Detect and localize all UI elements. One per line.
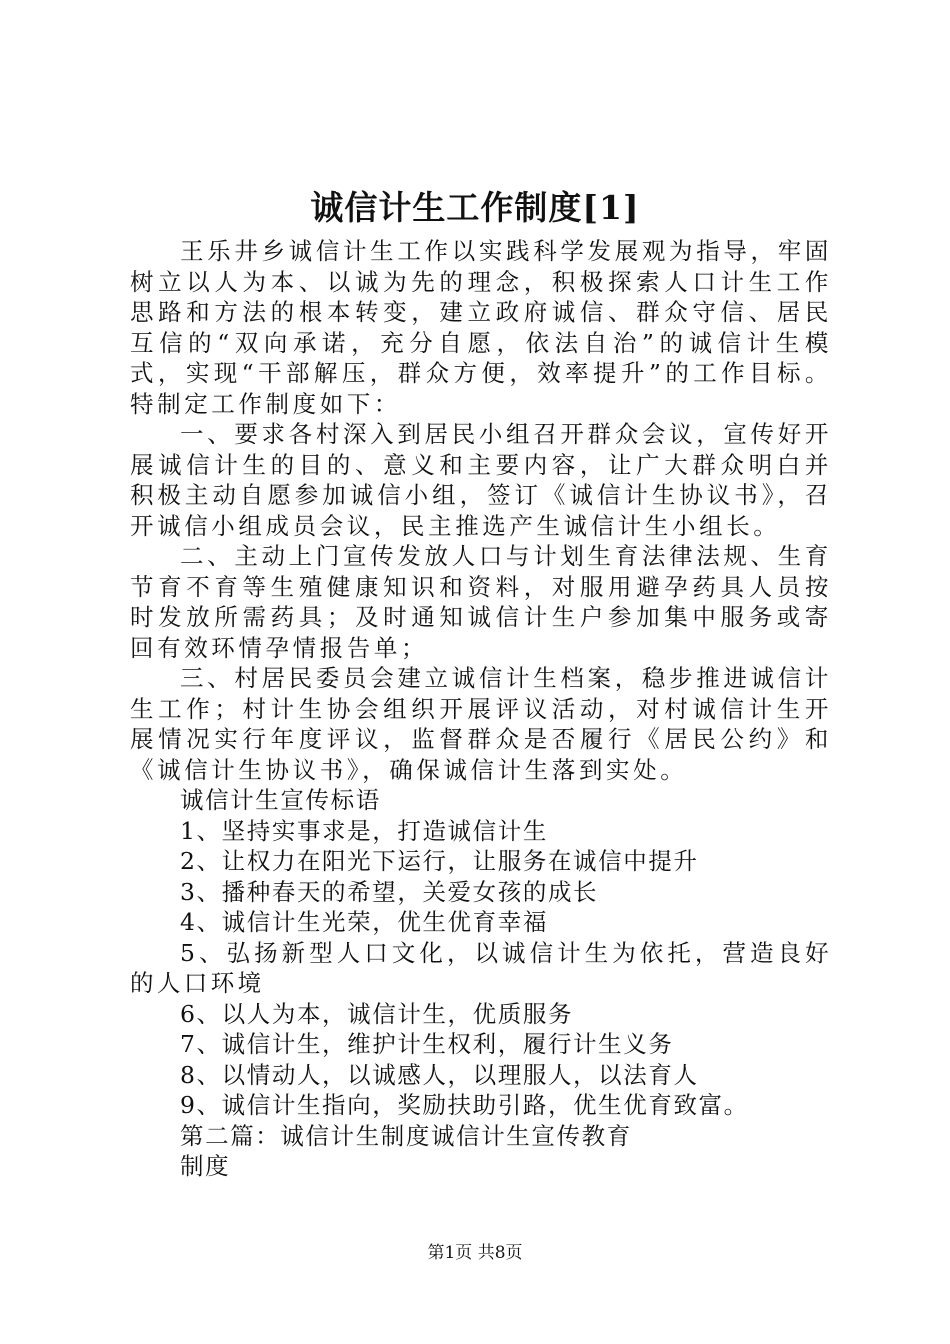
intro-paragraph: 王乐井乡诚信计生工作以实践科学发展观为指导，牢固树立以人为本、以诚为先的理念，积极探索人口计生工作思路和方法的根本转变，建立政府诚信、群众守信、居民互信的“双向承诺，充分自愿，依法自治”的诚信计生模式，实现“干部解压，群众方便，效率提升”的工作目标。特制定工作制度如下： bbox=[130, 237, 832, 418]
rule-paragraph-1: 一、要求各村深入到居民小组召开群众会议，宣传好开展诚信计生的目的、意义和主要内容，让广大群众明白并积极主动自愿参加诚信小组，签订《诚信计生协议书》，召开诚信小组成员会议，民主推选产生诚信计生小组长。 bbox=[130, 420, 832, 540]
slogan-item-8: 8、以情动人，以诚感人，以理服人，以法育人 bbox=[180, 1060, 699, 1089]
page-number-footer: 第1页 共8页 bbox=[427, 1243, 523, 1263]
slogan-item-2: 2、让权力在阳光下运行，让服务在诚信中提升 bbox=[180, 847, 699, 875]
slogan-item-3: 3、播种春天的希望，关爱女孩的成长 bbox=[180, 877, 599, 906]
document-body bbox=[130, 236, 832, 1182]
slogan-item-7: 7、诚信计生，维护计生权利，履行计生义务 bbox=[180, 1030, 674, 1058]
slogan-item-6: 6、以人为本，诚信计生，优质服务 bbox=[180, 999, 574, 1028]
document-title: 诚信计生工作制度[1] bbox=[310, 188, 640, 227]
slogan-item-4: 4、诚信计生光荣，优生优育幸福 bbox=[180, 908, 548, 936]
slogan-item-1: 1、坚持实事求是，打造诚信计生 bbox=[180, 816, 548, 845]
slogans-heading: 诚信计生宣传标语 bbox=[180, 786, 381, 814]
slogan-item-5: 5、弘扬新型人口文化，以诚信计生为依托，营造良好的人口环境 bbox=[130, 938, 832, 997]
rule-paragraph-2: 二、主动上门宣传发放人口与计划生育法律法规、生育节育不育等生殖健康知识和资料，对服用避孕药具人员按时发放所需药具；及时通知诚信计生户参加集中服务或寄回有效环情孕情报告单； bbox=[130, 542, 832, 662]
slogan-item-9: 9、诚信计生指向，奖励扶助引路，优生优育致富。 bbox=[180, 1091, 749, 1119]
rule-paragraph-3: 三、村居民委员会建立诚信计生档案，稳步推进诚信计生工作；村计生协会组织开展评议活动，对村诚信计生开展情况实行年度评议，监督群众是否履行《居民公约》和《诚信计生协议书》，确保诚信计生落到实处。 bbox=[130, 664, 832, 784]
second-part-heading: 第二篇：诚信计生制度诚信计生宣传教育 bbox=[180, 1121, 632, 1150]
second-part-heading-continued: 制度 bbox=[180, 1152, 231, 1180]
